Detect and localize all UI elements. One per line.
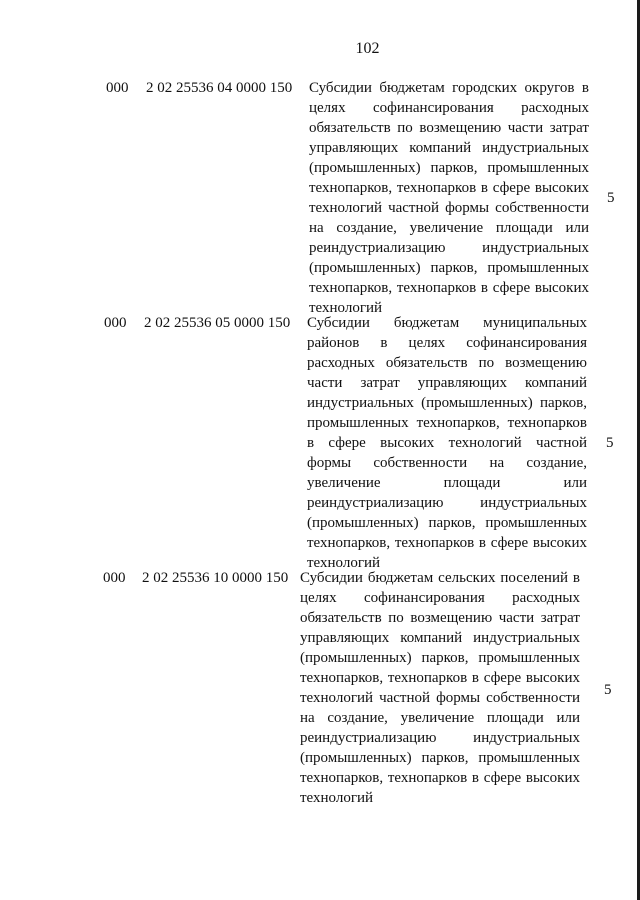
- description-line: целях софинансирования расходных: [300, 590, 580, 606]
- description-line: технопарков, технопарков в сфере высоких: [300, 770, 580, 786]
- description-line: технологий: [307, 555, 381, 571]
- description-line: (промышленных) парков, промышленных: [307, 515, 587, 531]
- admin-code: 000: [103, 570, 126, 586]
- description-line: части затрат управляющих компаний: [307, 375, 587, 391]
- description-line: формы собственности на создание,: [307, 455, 587, 471]
- budget-classification-code: 2 02 25536 04 0000 150: [146, 80, 293, 96]
- description-line: реиндустриализацию индустриальных: [300, 730, 580, 746]
- admin-code: 000: [106, 80, 129, 96]
- row-amount: 5: [607, 190, 615, 206]
- admin-code: 000: [104, 315, 127, 331]
- description-line: (промышленных) парков, промышленных: [309, 260, 589, 276]
- row-description: [307, 313, 587, 573]
- description-line: технологий частной формы собственности: [309, 200, 589, 216]
- description-line: (промышленных) парков, промышленных: [300, 650, 580, 666]
- description-line: технологий: [300, 790, 374, 806]
- budget-classification-code: 2 02 25536 05 0000 150: [144, 315, 291, 331]
- budget-classification-code: 2 02 25536 10 0000 150: [142, 570, 289, 586]
- description-line: реиндустриализацию индустриальных: [309, 240, 589, 256]
- description-line: технопарков, технопарков в сфере высоких: [309, 180, 589, 196]
- description-line: (промышленных) парков, промышленных: [300, 750, 580, 766]
- description-line: обязательств по возмещению части затрат: [300, 610, 580, 626]
- description-line: технопарков, технопарков в сфере высоких: [307, 535, 587, 551]
- page-number: 102: [355, 40, 380, 57]
- row-amount: 5: [606, 435, 614, 451]
- description-line: обязательств по возмещению части затрат: [309, 120, 589, 136]
- description-line: Субсидии бюджетам муниципальных: [307, 315, 587, 331]
- description-line: технологий: [309, 300, 383, 316]
- description-line: технопарков, технопарков в сфере высоких: [309, 280, 589, 296]
- row-description: [300, 568, 580, 808]
- description-line: Субсидии бюджетам сельских поселений в: [300, 570, 580, 586]
- description-line: технопарков, технопарков в сфере высоких: [300, 670, 580, 686]
- row-description: [309, 78, 589, 318]
- description-line: целях софинансирования расходных: [309, 100, 589, 116]
- description-line: расходных обязательств по возмещению: [307, 355, 587, 371]
- description-line: в сфере высоких технологий частной: [307, 435, 587, 451]
- row-amount: 5: [604, 682, 612, 698]
- description-line: Субсидии бюджетам городских округов в: [309, 80, 589, 96]
- description-line: районов в целях софинансирования: [307, 335, 587, 351]
- description-line: увеличение площади или: [307, 475, 587, 491]
- description-line: реиндустриализацию индустриальных: [307, 495, 587, 511]
- description-line: управляющих компаний индустриальных: [309, 140, 589, 156]
- description-line: управляющих компаний индустриальных: [300, 630, 580, 646]
- description-line: промышленных технопарков, технопарков: [307, 415, 587, 431]
- description-line: на создание, увеличение площади или: [300, 710, 580, 726]
- description-line: индустриальных (промышленных) парков,: [307, 395, 587, 411]
- description-line: (промышленных) парков, промышленных: [309, 160, 589, 176]
- description-line: на создание, увеличение площади или: [309, 220, 589, 236]
- description-line: технологий частной формы собственности: [300, 690, 580, 706]
